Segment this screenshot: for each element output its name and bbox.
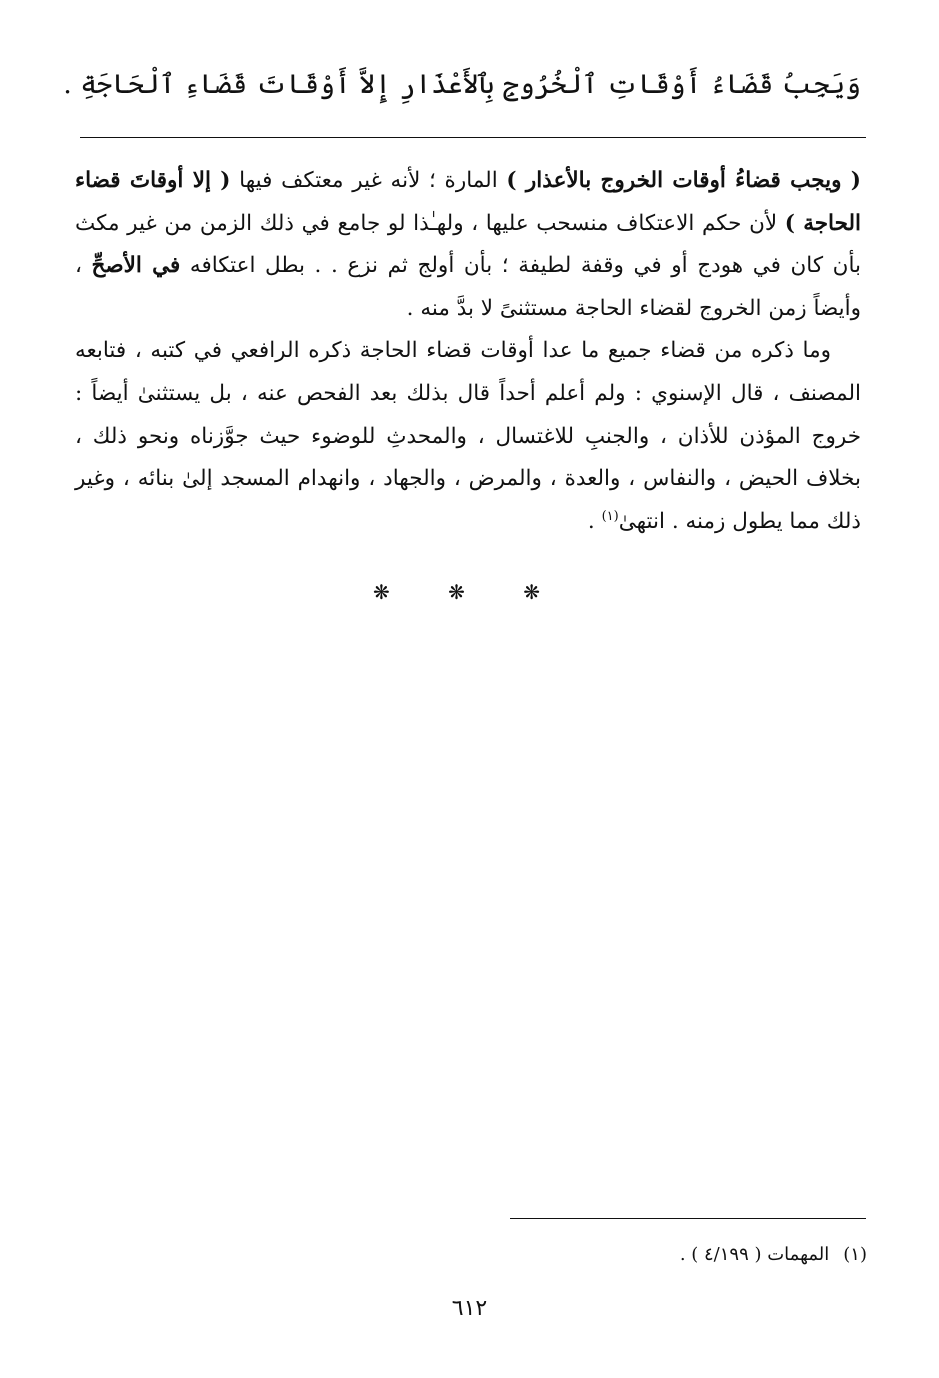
matn-text: وَيَجِبُ قَضَاءُ أَوْقَاتِ ٱلْخُرُوجِ بِٱلأَعْذَارِ إِلاَّ أَوْقَاتَ قَضَاءِ ٱلْحَاجَةِ . xyxy=(63,69,861,100)
footnote-reference: (١) xyxy=(601,508,619,524)
quoted-matn-2: ( إلا أوقاتَ قضاء الحاجة ) xyxy=(75,168,862,236)
header-divider xyxy=(80,137,866,138)
commentary-paragraph-2 xyxy=(75,330,861,543)
footnote-number: (١) xyxy=(843,1244,867,1265)
footnote-divider xyxy=(510,1218,866,1219)
commentary-text-3: ، وأيضاً زمن الخروج لقضاء الحاجة مستثنىً لا بدَّ منه . xyxy=(75,253,861,321)
footnote xyxy=(367,1242,867,1268)
commentary-text-5: . xyxy=(587,508,602,534)
commentary-text-4: وما ذكره من قضاء جميع ما عدا أوقات قضاء الحاجة ذكره الرافعي في كتبه ، فتابعه المصنف ، قال الإسنوي : ولم أعلم أحداً قال بذلك بعد الفحص عنه ، بل يستثنىٰ أيضاً : خروج المؤذن للأذان ، والجنبِ للاغتسال ، والمحدثِ للوضوء حيث جوَّزناه ونحو ذلك ، بخلاف الحيض ، والنفاس ، والعدة ، والمرض ، والجهاد ، وانهدام المسجد إلىٰ بنائه ، وغير ذلك مما يطول زمنه . انتهىٰ xyxy=(75,338,861,534)
page-number: ٦١٢ xyxy=(451,1296,488,1321)
quoted-matn-1: ( ويجب قضاءُ أوقات الخروج بالأعذار ) xyxy=(506,168,861,193)
footnote-text: المهمات ( ٤/١٩٩ ) . xyxy=(679,1244,830,1265)
commentary-text-2: لأن حكم الاعتكاف منسحب عليها ، ولهـٰذا لو جامع في ذلك الزمن من غير مكث بأن كان في هودج أو في وقفة لطيفة ؛ بأن أولج ثم نزع . . بطل اعتكافه xyxy=(75,210,861,279)
commentary-paragraph-1 xyxy=(75,160,861,330)
quoted-matn-3: في الأصحِّ xyxy=(91,253,181,279)
commentary-text-1: المارة ؛ لأنه غير معتكف فيها xyxy=(230,168,507,193)
commentary-body xyxy=(75,160,861,543)
section-separator-stars: ❋ ❋ ❋ xyxy=(373,580,566,604)
